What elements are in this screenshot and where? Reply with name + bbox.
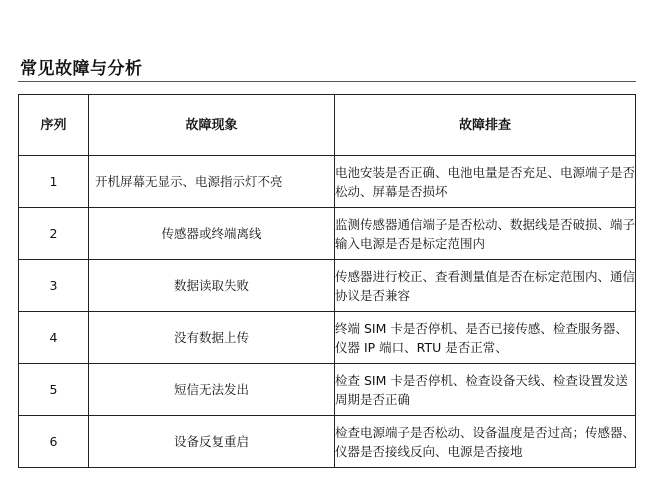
row-sequence: 5 xyxy=(19,364,89,416)
table-row xyxy=(19,364,636,416)
table-row xyxy=(19,260,636,312)
row-troubleshooting: 检查电源端子是否松动、设备温度是否过高；传感器、仪器是否接线反向、电源是否接地 xyxy=(335,416,636,468)
row-troubleshooting: 检查 SIM 卡是否停机、检查设备天线、检查设置发送周期是否正确 xyxy=(335,364,636,416)
section-title: 常见故障与分析 xyxy=(20,59,143,79)
row-troubleshooting: 电池安装是否正确、电池电量是否充足、电源端子是否松动、屏幕是否损坏 xyxy=(335,156,636,208)
table-row xyxy=(19,208,636,260)
header-symptom: 故障现象 xyxy=(89,95,335,156)
row-troubleshooting: 终端 SIM 卡是否停机、是否已接传感、检查服务器、仪器 IP 端口、RTU 是否正常、 xyxy=(335,312,636,364)
table-header-row xyxy=(19,95,636,156)
row-symptom: 设备反复重启 xyxy=(89,416,335,468)
table-row xyxy=(19,156,636,208)
row-symptom: 开机屏幕无显示、电源指示灯不亮 xyxy=(89,156,335,208)
row-troubleshooting: 传感器进行校正、查看测量值是否在标定范围内、通信协议是否兼容 xyxy=(335,260,636,312)
table-row xyxy=(19,312,636,364)
row-symptom: 没有数据上传 xyxy=(89,312,335,364)
row-sequence: 6 xyxy=(19,416,89,468)
row-sequence: 4 xyxy=(19,312,89,364)
row-sequence: 1 xyxy=(19,156,89,208)
row-symptom: 传感器或终端离线 xyxy=(89,208,335,260)
header-sequence: 序列 xyxy=(19,95,89,156)
table-row xyxy=(19,416,636,468)
row-symptom: 短信无法发出 xyxy=(89,364,335,416)
row-sequence: 3 xyxy=(19,260,89,312)
row-troubleshooting: 监测传感器通信端子是否松动、数据线是否破损、端子输入电源是否是标定范围内 xyxy=(335,208,636,260)
header-troubleshooting: 故障排查 xyxy=(335,95,636,156)
row-symptom: 数据读取失败 xyxy=(89,260,335,312)
fault-analysis-table xyxy=(18,94,636,468)
row-sequence: 2 xyxy=(19,208,89,260)
title-divider xyxy=(18,81,636,82)
